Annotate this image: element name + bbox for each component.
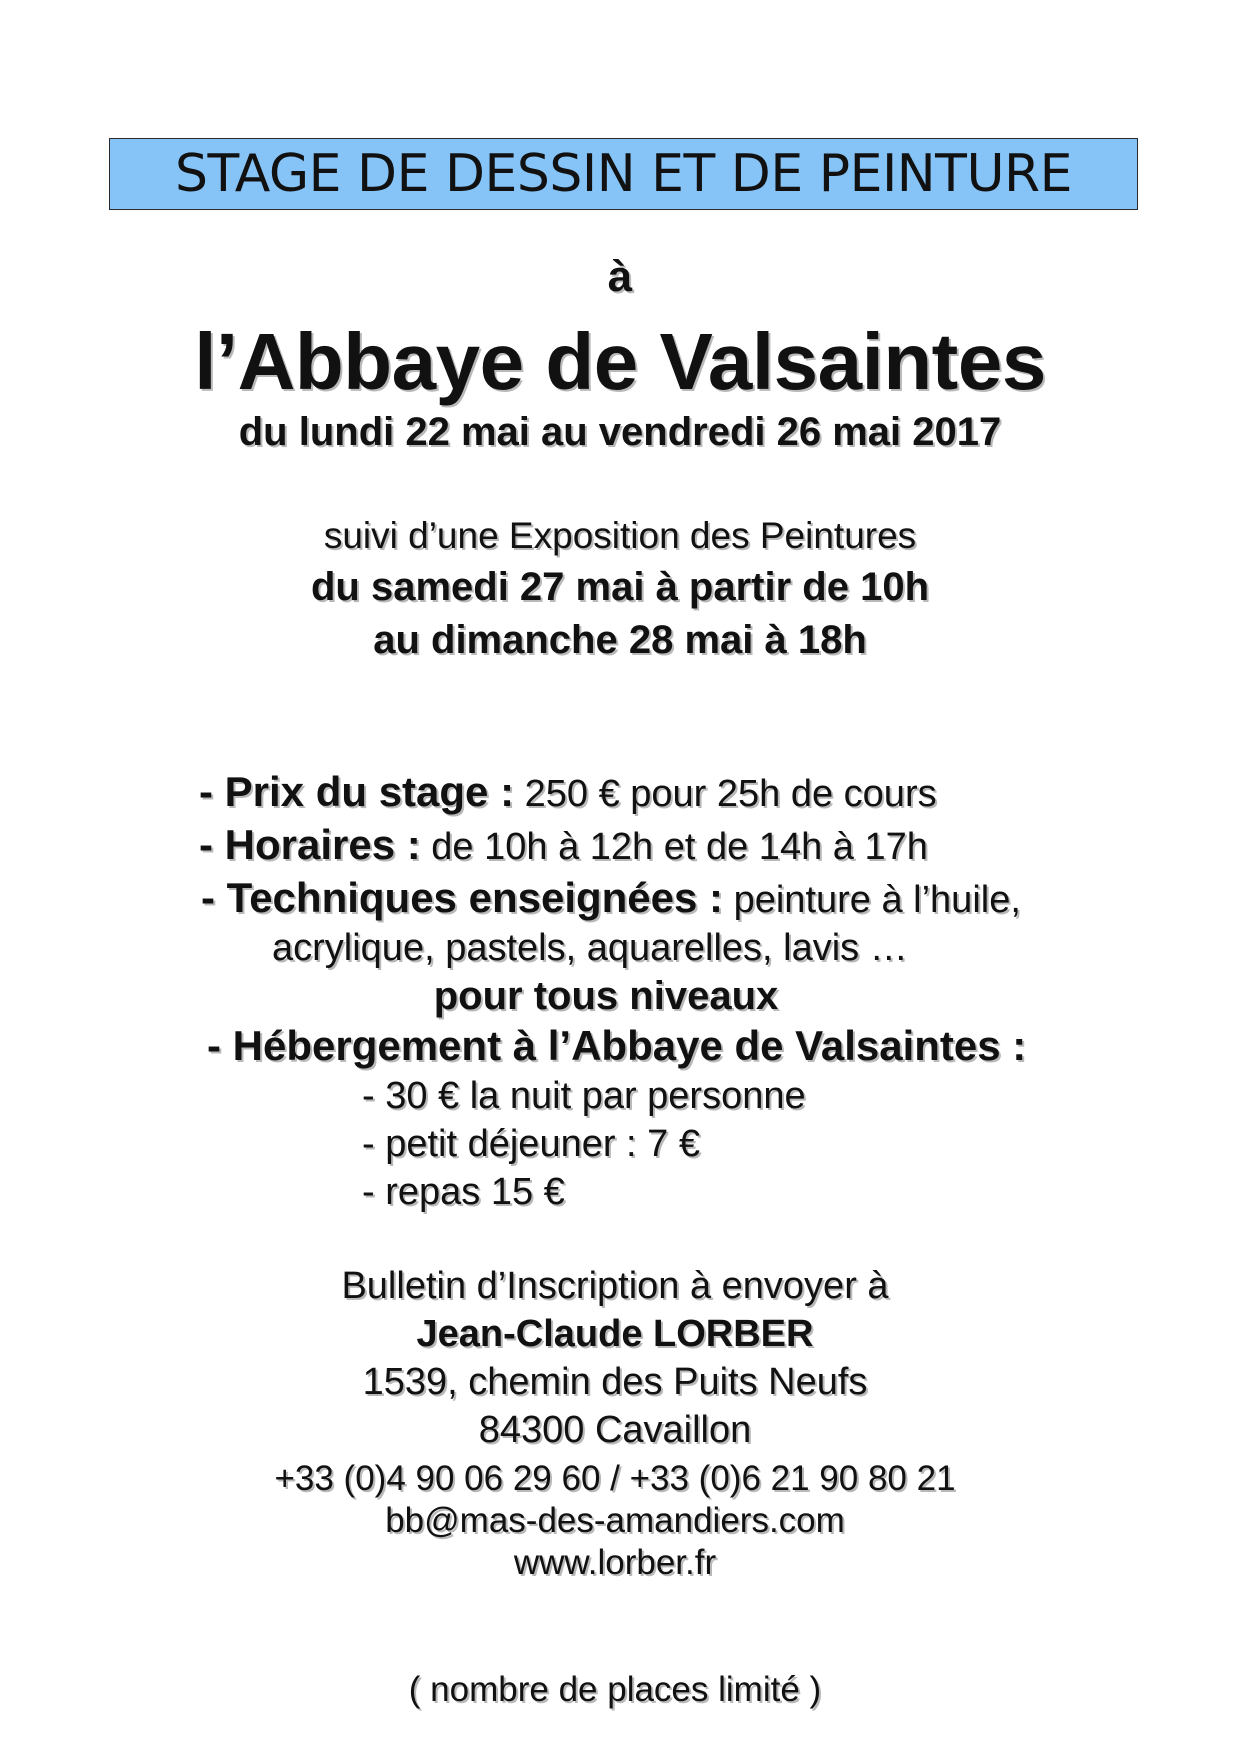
contact-city: 84300 Cavaillon <box>478 1409 752 1451</box>
lodging-item-breakfast: - petit déjeuner : 7 € <box>362 1123 700 1165</box>
contact-email: bb@mas-des-amandiers.com <box>385 1501 845 1540</box>
exhibition-intro: suivi d’une Exposition des Peintures <box>323 515 917 556</box>
heading-preposition: à <box>607 252 633 301</box>
title-banner <box>109 138 1138 210</box>
techniques-more: acrylique, pastels, aquarelles, lavis … <box>272 927 908 969</box>
price-line <box>199 768 937 816</box>
contact-name: Jean-Claude LORBER <box>416 1313 814 1355</box>
techniques-label: - Techniques enseignées : <box>201 874 724 921</box>
techniques-value: peinture à l’huile, <box>733 879 1021 921</box>
techniques-line <box>201 874 1021 922</box>
price-value: 250 € pour 25h de cours <box>524 773 937 815</box>
registration-intro: Bulletin d’Inscription à envoyer à <box>341 1265 889 1307</box>
hours-label: - Horaires : <box>199 821 421 868</box>
lodging-label: - Hébergement à l’Abbaye de Valsaintes : <box>207 1022 1027 1069</box>
contact-website: www.lorber.fr <box>513 1543 717 1582</box>
footer-note: ( nombre de places limité ) <box>408 1670 822 1709</box>
page-title: l’Abbaye de Valsaintes <box>194 317 1046 406</box>
exhibition-from: du samedi 27 mai à partir de 10h <box>310 565 930 609</box>
hours-value: de 10h à 12h et de 14h à 17h <box>431 826 928 868</box>
stage-dates: du lundi 22 mai au vendredi 26 mai 2017 <box>238 410 1002 454</box>
contact-phones: +33 (0)4 90 06 29 60 / +33 (0)6 21 90 80 21 <box>274 1459 956 1498</box>
exhibition-to: au dimanche 28 mai à 18h <box>373 618 867 662</box>
contact-street: 1539, chemin des Puits Neufs <box>362 1361 868 1403</box>
lodging-item-meal: - repas 15 € <box>362 1171 565 1213</box>
lodging-item-night: - 30 € la nuit par personne <box>362 1075 806 1117</box>
title-banner-text: STAGE DE DESSIN ET DE PEINTURE <box>174 144 1072 204</box>
hours-line <box>199 821 928 869</box>
levels-note: pour tous niveaux <box>433 974 779 1018</box>
price-label: - Prix du stage : <box>199 768 515 815</box>
